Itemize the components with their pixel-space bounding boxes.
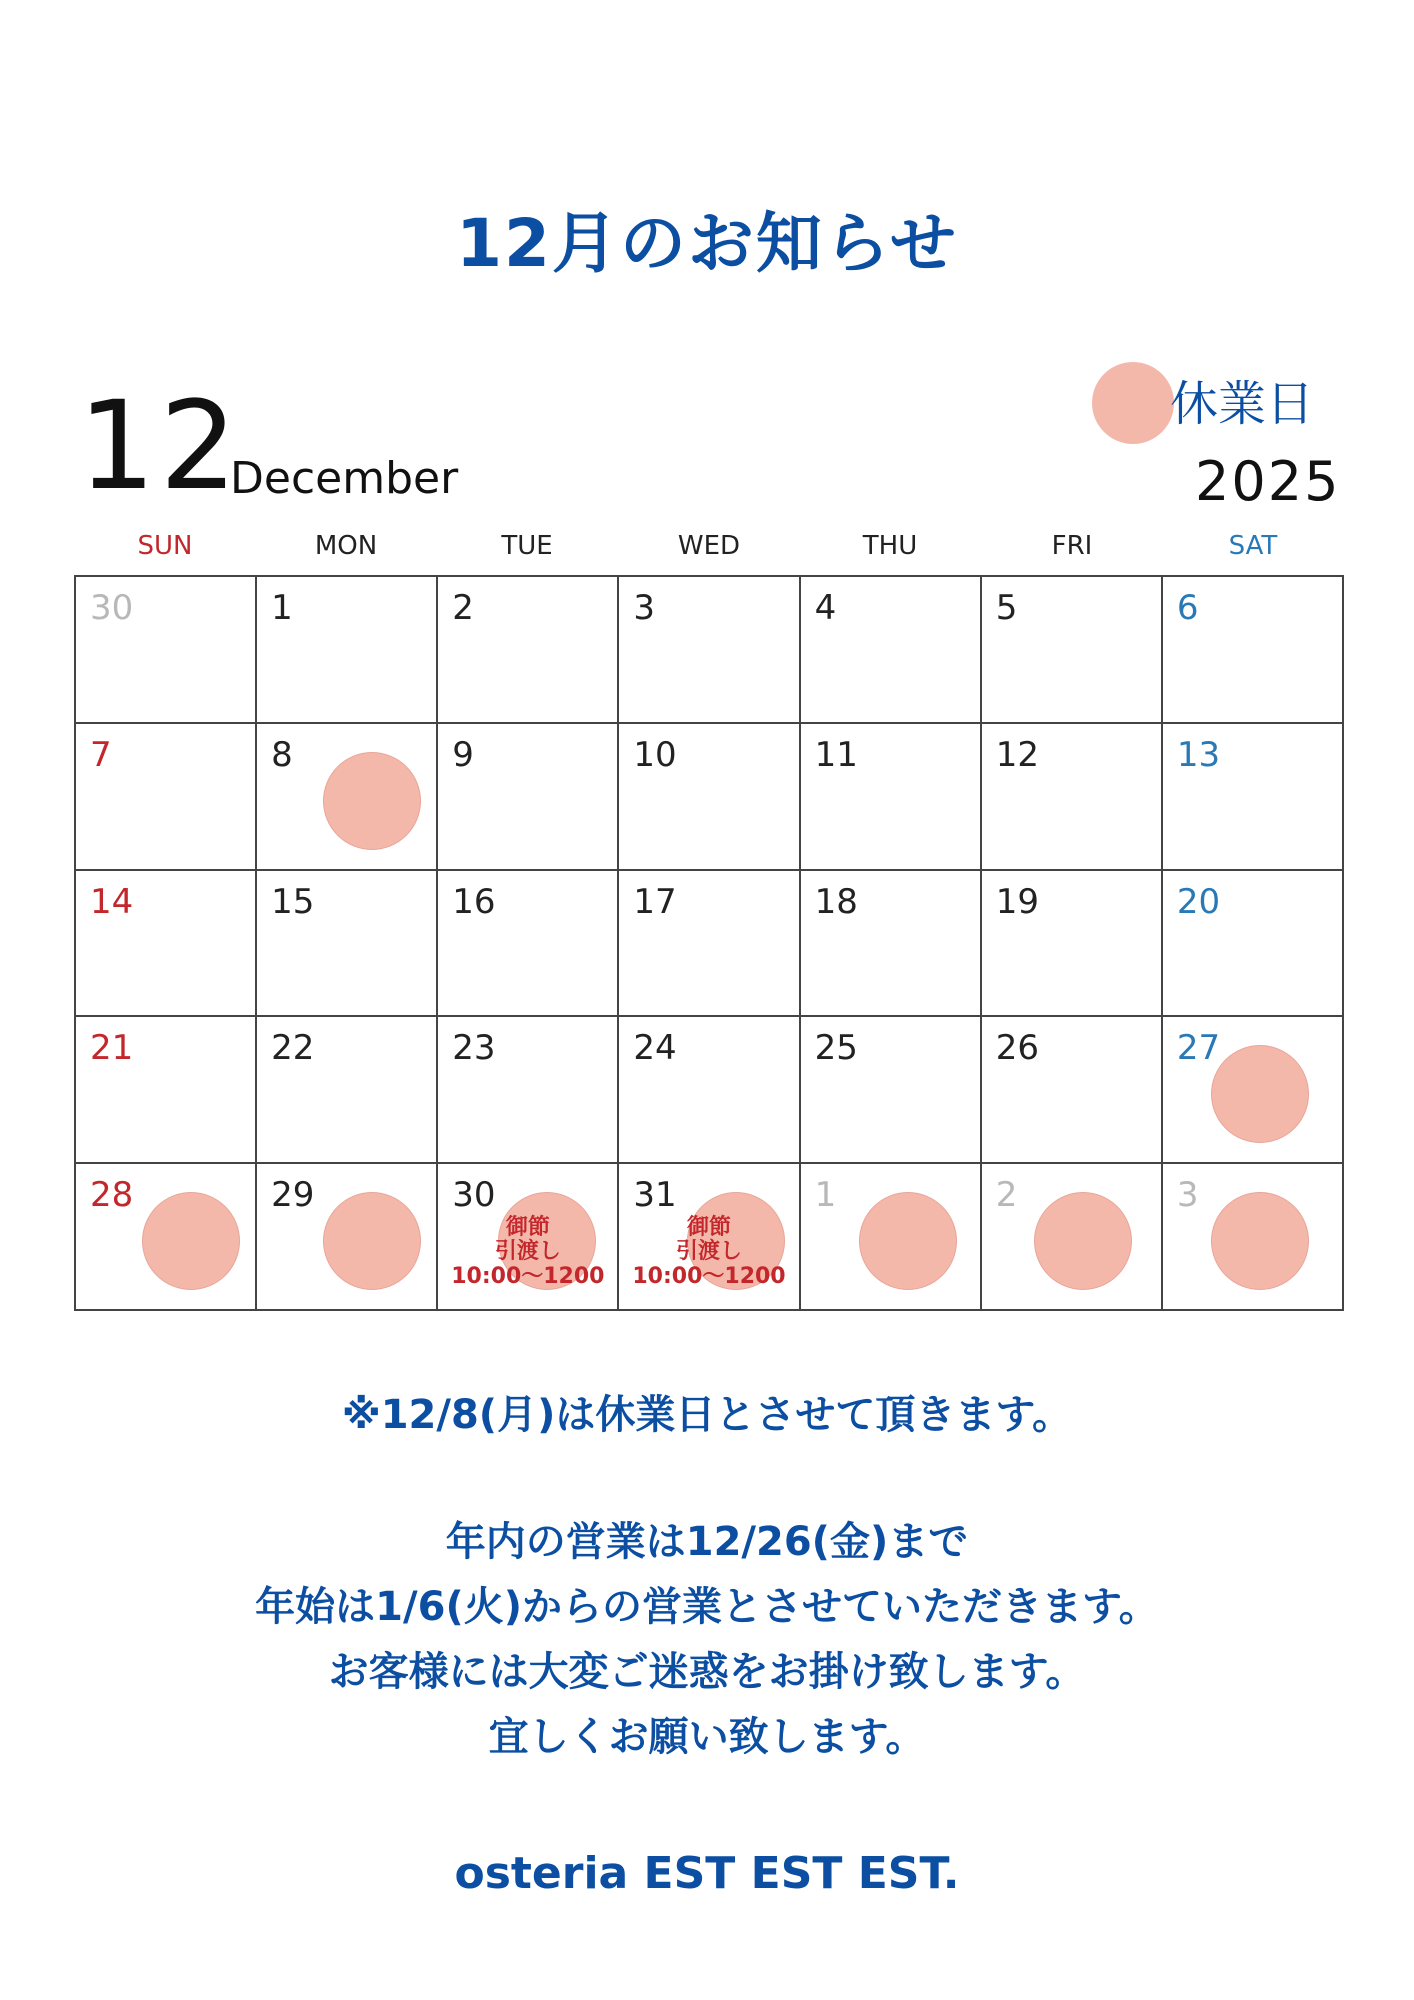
day-number: 22 [271, 1028, 315, 1069]
day-number: 9 [452, 734, 474, 775]
pickup-note-line2: 引渡し [494, 1239, 561, 1265]
day-number: 2 [995, 1175, 1018, 1216]
day-number: 1 [271, 588, 293, 628]
day-number: 3 [633, 588, 656, 628]
day-cell [982, 724, 1163, 871]
day-cell [1163, 871, 1344, 1018]
day-cell [257, 871, 438, 1018]
pickup-note-line1: 御節 [505, 1215, 550, 1241]
holiday-legend-dot [1092, 362, 1174, 444]
weekday-sat: SAT [1228, 531, 1278, 561]
pickup-note-line1: 御節 [686, 1215, 731, 1241]
day-number: 29 [271, 1175, 315, 1216]
day-cell [982, 871, 1163, 1018]
day-number: 5 [995, 588, 1018, 628]
holiday-marker [1034, 1192, 1132, 1290]
day-cell [801, 1017, 982, 1164]
pickup-note-line2: 引渡し [675, 1239, 742, 1265]
holiday-marker [1211, 1045, 1309, 1143]
day-number: 17 [633, 881, 677, 922]
day-cell [619, 577, 800, 724]
pickup-note [619, 1216, 798, 1289]
day-number: 16 [452, 881, 496, 922]
page-title: 12月のお知らせ [456, 205, 958, 282]
day-number: 21 [90, 1028, 134, 1069]
notice-line-4: 宜しくお願い致します。 [488, 1714, 926, 1760]
day-number: 15 [271, 881, 315, 922]
day-cell-holiday [982, 1164, 1163, 1311]
weekday-tue: TUE [501, 531, 553, 561]
day-number: 10 [633, 734, 677, 775]
pickup-note [438, 1216, 617, 1289]
restaurant-signature: osteria EST EST EST. [454, 1848, 960, 1899]
day-cell [76, 724, 257, 871]
day-cell-holiday [1163, 1017, 1344, 1164]
day-number: 28 [90, 1175, 134, 1216]
day-number: 24 [633, 1028, 677, 1069]
calendar-grid [74, 575, 1344, 1311]
day-cell [1163, 577, 1344, 724]
day-number: 20 [1176, 881, 1221, 922]
day-number: 18 [814, 881, 858, 922]
weekday-sun: SUN [137, 531, 193, 561]
day-number: 12 [995, 734, 1039, 775]
day-cell [982, 577, 1163, 724]
day-number: 3 [1176, 1175, 1199, 1216]
weekday-thu: THU [862, 531, 918, 561]
holiday-marker [1211, 1192, 1309, 1290]
day-cell-holiday [76, 1164, 257, 1311]
holiday-marker [859, 1192, 957, 1290]
day-cell-holiday [257, 724, 438, 871]
day-number: 19 [995, 881, 1039, 922]
day-number: 30 [90, 588, 134, 628]
holiday-marker [142, 1192, 240, 1290]
day-cell [801, 724, 982, 871]
day-cell [1163, 724, 1344, 871]
notice-line-1: 年内の営業は12/26(金)まで [445, 1519, 969, 1565]
weekday-wed: WED [677, 531, 741, 561]
day-number: 27 [1176, 1028, 1221, 1069]
day-cell [801, 871, 982, 1018]
day-cell [619, 871, 800, 1018]
pickup-note-time: 10:00～1200 [632, 1263, 786, 1289]
month-number: 12 [78, 375, 242, 517]
notice-line-3: お客様には大変ご迷惑をお掛け致します。 [328, 1649, 1086, 1695]
day-number: 1 [814, 1175, 837, 1216]
day-cell-holiday [257, 1164, 438, 1311]
day-cell-holiday [801, 1164, 982, 1311]
day-cell [76, 871, 257, 1018]
day-number: 6 [1176, 588, 1199, 628]
day-cell [982, 1017, 1163, 1164]
day-number: 23 [452, 1028, 496, 1069]
weekday-mon: MON [314, 531, 378, 561]
day-number: 14 [90, 881, 134, 922]
holiday-marker [323, 1192, 421, 1290]
day-cell [76, 577, 257, 724]
day-cell [438, 577, 619, 724]
day-cell [438, 1017, 619, 1164]
day-number: 11 [814, 734, 858, 775]
day-cell [619, 724, 800, 871]
notice-line-2: 年始は1/6(火)からの営業とさせていただきます。 [255, 1584, 1159, 1630]
day-cell [257, 577, 438, 724]
day-cell [76, 1017, 257, 1164]
day-cell [438, 724, 619, 871]
holiday-legend-label: 休業日 [1170, 376, 1315, 432]
day-number: 4 [814, 588, 837, 628]
day-number: 2 [452, 588, 474, 628]
month-name: December [230, 453, 459, 504]
day-number: 13 [1176, 734, 1221, 775]
day-cell [619, 1017, 800, 1164]
day-number: 30 [452, 1175, 496, 1216]
day-cell-holiday [1163, 1164, 1344, 1311]
weekday-fri: FRI [1051, 531, 1093, 561]
day-cell [257, 1017, 438, 1164]
pickup-note-time: 10:00～1200 [451, 1263, 605, 1289]
day-cell [801, 577, 982, 724]
day-cell [438, 871, 619, 1018]
day-number: 7 [90, 734, 112, 775]
day-number: 31 [633, 1175, 677, 1216]
day-number: 26 [995, 1028, 1039, 1069]
day-number: 8 [271, 734, 293, 775]
holiday-notice: ※12/8(月)は休業日とさせて頂きます。 [341, 1392, 1073, 1438]
day-cell-pickup [438, 1164, 619, 1311]
day-cell-pickup [619, 1164, 800, 1311]
year: 2025 [1195, 450, 1341, 513]
day-number: 25 [814, 1028, 858, 1069]
holiday-marker [323, 752, 421, 850]
